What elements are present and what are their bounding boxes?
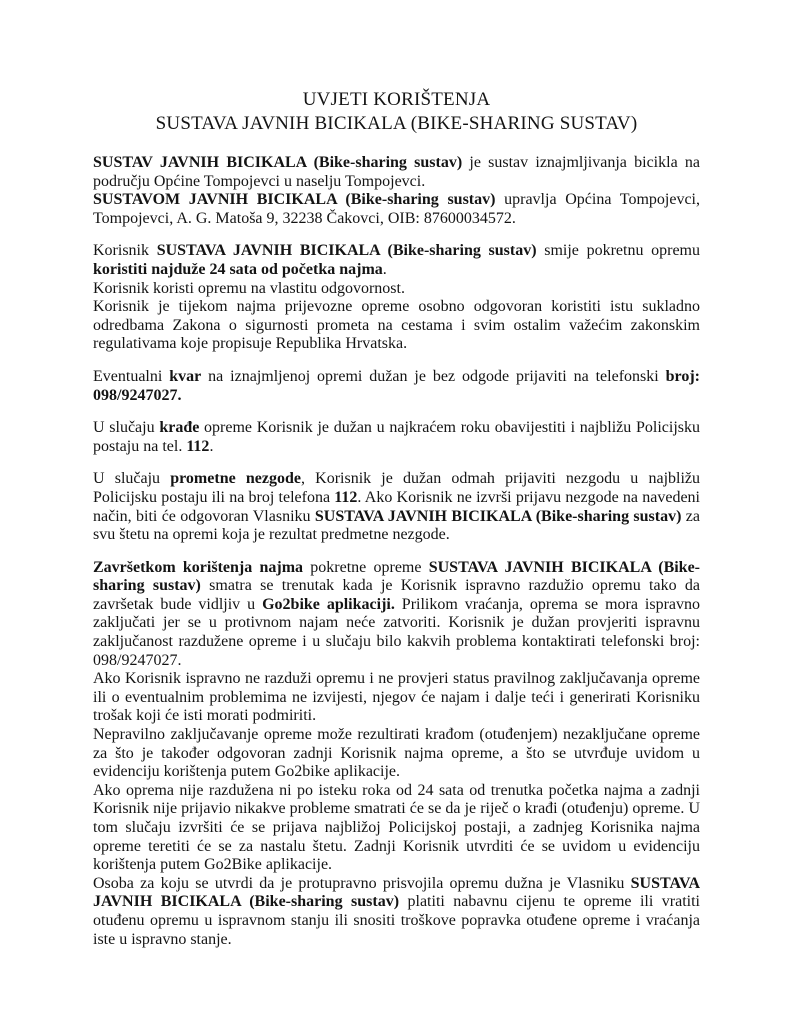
paragraph [93, 559, 700, 671]
text-run: Eventualni [93, 367, 170, 385]
text-run-bold: SUSTAVA JAVNIH BICIKALA (Bike-sharing sustav) [156, 242, 537, 260]
document-title-line-2: SUSTAVA JAVNIH BICIKALA (BIKE-SHARING SUSTAV) [155, 112, 638, 134]
paragraph-block [93, 559, 700, 949]
paragraph [93, 726, 700, 782]
text-run-bold: prometne nezgode [170, 470, 301, 488]
text-run: Korisnik je tijekom najma prijevozne opreme osobno odgovoran koristiti istu sukladno odredbama Zakona o sigurnosti prometa na cestama i svim ostalim važećim zakonskim regulativama koje propisuje Republika Hrvatska. [93, 298, 700, 353]
paragraph-block [93, 470, 700, 544]
text-run-bold: 112 [186, 437, 210, 455]
document-title-line-1: UVJETI KORIŠTENJA [302, 89, 491, 110]
paragraph-block [93, 419, 700, 456]
text-run-bold: koristiti najduže 24 sata od početka najma [93, 260, 383, 278]
paragraph [93, 368, 700, 405]
text-run: Ako Korisnik ispravno ne razduži opremu i ne provjeri status pravilnog zaključavanja opreme ili o eventualnim problemima ne izvijesti, njegov će najam i dalje teći i generirati Korisniku trošak koji će isti morati podmiriti. [93, 670, 700, 725]
text-run: opreme Korisnik je dužan u najkraćem roku obavijestiti i najbližu Policijsku postaju na tel. [93, 419, 700, 455]
paragraph-block [93, 154, 700, 228]
text-run: Osoba za koju se utvrdi da je protupravno prisvojila opremu dužna je Vlasniku [93, 874, 631, 892]
text-run-bold: SUSTAV JAVNIH BICIKALA (Bike-sharing sustav) [93, 154, 463, 171]
text-run: upravlja Općina Tompojevci, Tompojevci, A. G. Matoša 9, 32238 Čakovci, OIB: 87600034572. [93, 191, 700, 227]
text-run: Korisnik koristi opremu na vlastitu odgovornost. [93, 279, 405, 297]
text-run-bold: SUSTAVA JAVNIH BICIKALA (Bike-sharing sustav) [93, 874, 700, 911]
text-run: Ako oprema nije razdužena ni po isteku roka od 24 sata od trenutka početka najma a zadnji Korisnik nije prijavio nikakve probleme smatrati će se da je riječ o krađi (otuđenju) opreme. U tom slučaju izvršiti će se prijava najbližoj Policijskoj postaji, a zadnjeg Korisnika najma opreme teretiti će se za nastalu štetu. Zadnji Korisnik utvrditi će se uvidom u evidenciju korištenja putem Go2Bike aplikacije. [93, 781, 700, 874]
paragraph [93, 470, 700, 544]
text-run: za svu štetu na opremi koja je rezultat predmetne nezgode. [93, 507, 700, 544]
text-run-bold: krađe [159, 419, 200, 437]
text-run: smatra se trenutak kada je Korisnik ispravno razdužio opremu tako da završetak bude vidljiv u [93, 577, 700, 613]
text-run-bold: broj: 098/9247027. [93, 367, 700, 404]
text-run: . [209, 437, 214, 455]
text-run: , Korisnik je dužan odmah prijaviti nezgodu u najbližu Policijsku postaju ili na broj telefona [93, 470, 701, 506]
paragraph [93, 875, 700, 949]
text-run-bold: kvar [169, 367, 202, 385]
text-run: U slučaju [93, 470, 171, 488]
text-run: pokretne opreme [303, 558, 429, 576]
paragraph [93, 670, 700, 726]
paragraph [93, 242, 700, 279]
text-run: platiti nabavnu cijenu te opreme ili vratiti otuđenu opremu u ispravnom stanju ili snositi troškove popravka otuđene opreme i vraćanja iste u ispravno stanje. [93, 893, 700, 948]
document-body [93, 154, 700, 949]
paragraph-block [93, 368, 700, 405]
text-run-bold: Završetkom korištenja najma [93, 558, 304, 576]
text-run: Nepravilno zaključavanje opreme može rezultirati krađom (otuđenjem) nezaključane opreme za što je također odgovoran zadnji Korisnik najma opreme, a što se utvrđuje uvidom u evidenciju korištenja putem Go2bike aplikacije. [93, 726, 700, 781]
text-run-bold: SUSTAVOM JAVNIH BICIKALA (Bike-sharing sustav) [93, 191, 496, 209]
text-run-bold: 112 [334, 488, 358, 506]
paragraph-block [93, 242, 700, 354]
text-run: smije pokretnu opremu [536, 242, 700, 260]
text-run: . Ako Korisnik ne izvrši prijavu nezgode na navedeni način, biti će odgovoran Vlasniku [93, 488, 700, 525]
text-run: . [382, 260, 387, 278]
paragraph [93, 419, 700, 456]
text-run: U slučaju [93, 419, 160, 437]
paragraph [93, 280, 700, 299]
paragraph [93, 154, 700, 191]
text-run-bold: Go2bike aplikaciji. [262, 595, 395, 613]
text-run: Prilikom vraćanja, oprema se mora ispravno zaključati jer se u protivnom najam neće zatvoriti. Korisnik je dužan provjeriti ispravnu zaključanost razdužene opreme i u slučaju bilo kakvih problema kontaktirati telefonski broj: 098/9247027. [93, 595, 701, 669]
text-run: Korisnik [93, 242, 157, 260]
document-title [93, 88, 700, 135]
text-run-bold: SUSTAVA JAVNIH BICIKALA (Bike-sharing sustav) [314, 507, 682, 525]
paragraph [93, 298, 700, 354]
text-run: je sustav iznajmljivanja bicikla na području Općine Tompojevci u naselju Tompojevci. [93, 154, 700, 190]
paragraph [93, 782, 700, 875]
text-run: na iznajmljenoj opremi dužan je bez odgode prijaviti na telefonski [201, 367, 666, 385]
text-run-bold: SUSTAVA JAVNIH BICIKALA (Bike-sharing sustav) [93, 558, 701, 595]
paragraph [93, 191, 700, 228]
